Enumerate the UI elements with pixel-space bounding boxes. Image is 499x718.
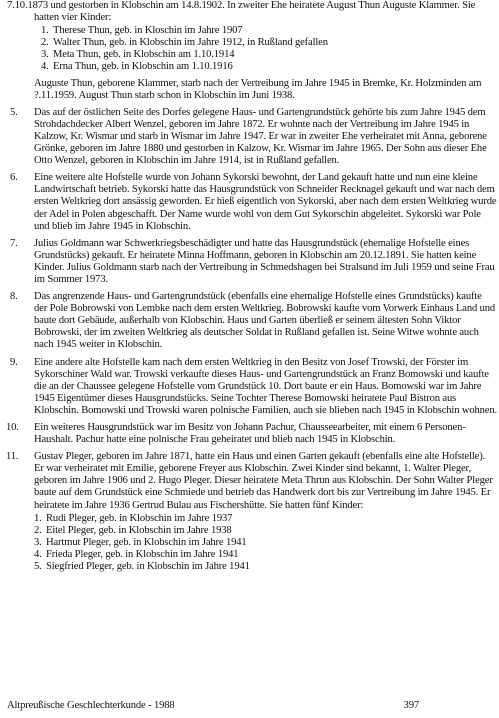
list-item: 1. Therese Thun, geb. in Kloschin im Jahre 1907 [41, 25, 243, 37]
paragraph-text: Das angrenzende Haus- und Gartengrundstück (ebenfalls eine ehemalige Hofstelle eines Grundstücks) kaufte der Pole Bobrowski von Lembke nach dem ersten Weltkrieg. Bobrowski kaufte vom Vorwerk Einhaus Land und baute dort Gebäude, außerhalb von Klobschin. Haus und Garten überließ er seinem ältesten Sohn Viktor Bobrowski, der im zweiten Weltkrieg als deutscher Soldat in Rußland gefallen ist. Seine Witwe wohnte auch nach 1945 weiter in Klobschin. [34, 291, 496, 351]
list-item: 3. Meta Thun, geb. in Klobschin am 1.10.1914 [41, 49, 235, 61]
paragraph-number: 9. [10, 356, 18, 368]
paragraph-text: Eine weitere alte Hofstelle wurde von Johann Sykorski bewohnt, der Land gekauft hatte und nun eine kleine Landwirtschaft betrieb. Sykorski hatte das Hausgrundstück von Schneider Recknagel gekauft und war nach dem ersten Weltkrieg dort ansässig geworden. Er hieß eigentlich von Sykorski, aber nach dem ersten Weltkrieg wurde der Adel in Polen abgeschafft. Der Name wurde wohl von dem Gut Sykorschin abgeleitet. Sykorski war Pole und blieb im Jahre 1945 in Klobschin. [34, 172, 497, 232]
paragraph-number: 8. [10, 291, 18, 303]
numbered-paragraph [0, 172, 499, 232]
numbered-paragraph [0, 291, 499, 351]
numbered-paragraph [0, 357, 499, 417]
list-item: 2. Eitel Pleger, geb. in Klobschin im Jahre 1938 [34, 524, 232, 536]
list-item: 2. Walter Thun, geb. in Klobschin im Jahre 1912, in Rußland gefallen [41, 37, 328, 49]
thun-children-list [7, 25, 495, 73]
paragraph-number: 6. [10, 172, 18, 184]
paragraph-text: Das auf der östlichen Seite des Dorfes gelegene Haus- und Gartengrundstück gehörte bis zum Jahre 1945 dem Strohdachdecker Albert Wenzel, geboren im Jahre 1872. Er wohnte nach der Vertreibung im Jahre 1945 in Kalzow, Kr. Wismar und starb in Wismar im Jahre 1947. Er war in zweiter Ehe verheiratet mit Anna, geborene Grönke, geboren im Jahre 1880 und gestorben in Kalzow, Kr. Wismar im Jahre 1965. Der Sohn aus dieser Ehe Otto Wenzel, geboren in Klobschin im Jahre 1914, ist in Rußland gefallen. [34, 106, 487, 167]
list-item: 1. Rudi Pleger, geb. in Klobschin im Jahre 1937 [34, 512, 233, 524]
page-number: 397 [403, 700, 419, 711]
intro-section [0, 0, 499, 102]
paragraph-text: Ein weiteres Hausgrundstück war im Besitz von Johann Pachur, Chausseearbeiter, mit einem 6 Personen-Haushalt. Pachur hatte eine polnische Frau geheiratet und blieb nach 1945 in Klobschin. [34, 422, 466, 446]
numbered-paragraph [0, 451, 499, 573]
intro-after-paragraph: Auguste Thun, geborene Klammer, starb nach der Vertreibung im Jahre 1945 in Bremke, Kr. Holzminden am ?.11.1959. August Thun starb schon in Klobschin im Juni 1938. [34, 77, 482, 101]
page-footer [7, 700, 419, 712]
intro-paragraph: 7.10.1873 und gestorben in Klobschin am 14.8.1902. In zweiter Ehe heiratete August Thun Auguste Klammer. Sie hatten vier Kinder: [7, 0, 476, 24]
paragraph-text: Gustav Pleger, geboren im Jahre 1871, hatte ein Haus und einen Garten gekauft (ebenfalls eine alte Hofstelle). Er war verheiratet mit Emilie, geborene Freyer aus Klobschin. Zwei Kinder sind bekannt, 1. Walter Pleger, geboren im Jahre 1906 und 2. Hugo Pleger. Dieser heiratete Meta Thrun aus Klobschin. Der Sohn Walter Pleger baute auf dem Grundstück eine Schmiede und betrieb das Handwerk dort bis zur Vertreibung im Jahre 1945. Er heiratete im Jahre 1936 Gertrud Bulau aus Fischershütte. Sie hatten fünf Kinder: [34, 451, 493, 511]
paragraph-number: 7. [10, 237, 18, 249]
list-item: 3. Hartmut Pleger, geb. in Klobschin im Jahre 1941 [34, 536, 247, 548]
list-item: 5. Siegfried Pleger, geb. in Klobschin im Jahre 1941 [34, 561, 250, 573]
footer-source: Altpreußische Geschlechterkunde - 1988 [7, 700, 175, 711]
paragraph-number: 5. [10, 106, 18, 118]
paragraph-number: 10. [6, 422, 19, 433]
numbered-paragraph [0, 422, 499, 446]
paragraph-text: Eine andere alte Hofstelle kam nach dem ersten Weltkrieg in den Besitz von Josef Trowski, der Förster im Sykorschiner Wald war. Trowski verkaufte dieses Haus- und Gartengrundstück an Franz Bomowski und kaufte die an der Chaussee gelegene Hofstelle vom Grundstück 10. Dort baute er ein Haus. Bomowski war im Jahre 1945 Eigentümer dieses Hausgrundstücks. Seine Tochter Therese Bomowski heiratete Paul Bistron aus Klobschin. Bomowski und Trowski waren polnische Familien, auch sie blieben nach 1945 in Klobschin wohnen. [34, 356, 497, 416]
list-item: 4. Erna Thun, geb. in Klobschin am 1.10.1916 [41, 61, 233, 73]
pleger-children-list [0, 513, 497, 573]
list-item: 4. Frieda Pleger, geb. in Klobschin im Jahre 1941 [34, 548, 239, 560]
numbered-paragraph [0, 238, 499, 286]
paragraph-text: Julius Goldmann war Schwerkriegsbeschädigter und hatte das Hausgrundstück (ehemalige Hofstelle eines Grundstücks) gekauft. Er heiratete Minna Hoffmann, geboren in Klobschin am 20.12.1891. Sie hatten keine Kinder. Julius Goldmann starb nach der Vertreibung in Schmedshagen bei Stralsund im Juli 1959 und seine Frau im Sommer 1973. [34, 237, 495, 285]
paragraph-number: 11. [6, 451, 19, 463]
numbered-paragraph [0, 107, 499, 167]
